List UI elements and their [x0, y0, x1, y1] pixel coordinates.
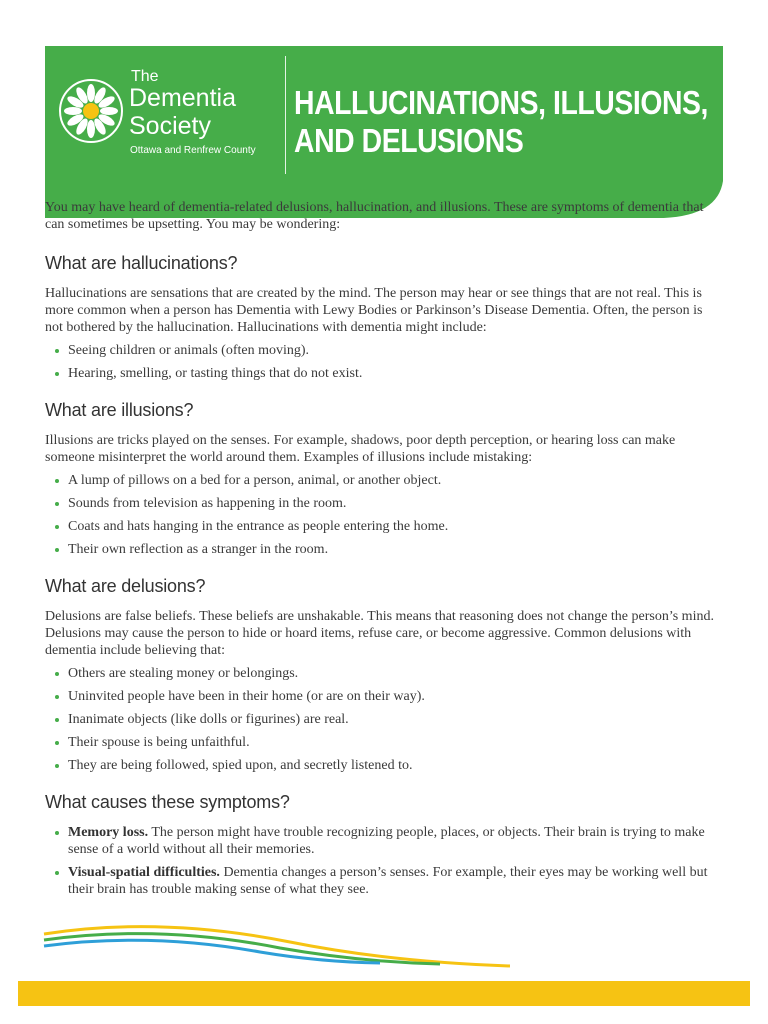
section-hallucinations [45, 253, 717, 382]
section-heading: What causes these symptoms? [45, 792, 290, 812]
list-item [45, 711, 717, 728]
bullet-icon [55, 672, 59, 676]
section-delusions [45, 576, 717, 774]
footer-bar [18, 981, 750, 1006]
list-item-text: Their spouse is being unfaithful. [68, 735, 250, 750]
section-causes [45, 792, 717, 898]
list-item-text: Inanimate objects (like dolls or figurines) are real. [68, 712, 349, 727]
bullet-icon [55, 718, 59, 722]
title-line2: AND DELUSIONS [294, 122, 524, 159]
list-item [45, 688, 717, 705]
title-line1: HALLUCINATIONS, ILLUSIONS, [294, 84, 708, 121]
bullet-icon [55, 372, 59, 376]
cause-text: Dementia changes a person’s senses. For example, their eyes may be working well but their brain has trouble making sense of what they see. [68, 865, 708, 897]
list-item-text: Coats and hats hanging in the entrance as people entering the home. [68, 519, 449, 534]
bullet-icon [55, 548, 59, 552]
bullet-icon [55, 349, 59, 353]
list-item [45, 734, 717, 751]
list-item-text: A lump of pillows on a bed for a person, animal, or another object. [68, 473, 442, 488]
bullet-icon [55, 871, 59, 875]
bullet-icon [55, 764, 59, 768]
section-text: Illusions are tricks played on the senses. For example, shadows, poor depth perception, or hearing loss can make someone misinterpret the world around them. Examples of illusions include mistaking: [45, 433, 676, 465]
section-heading: What are illusions? [45, 400, 194, 420]
list-item [45, 824, 717, 858]
bullet-list [45, 342, 717, 382]
bullet-icon [55, 525, 59, 529]
section-heading: What are hallucinations? [45, 253, 238, 273]
bullet-list [45, 824, 717, 898]
list-item-text: Sounds from television as happening in the room. [68, 496, 347, 511]
cause-title: Memory loss. [68, 825, 149, 840]
bullet-icon [55, 741, 59, 745]
section-heading: What are delusions? [45, 576, 206, 596]
list-item-text: Hearing, smelling, or tasting things that do not exist. [68, 366, 363, 381]
cause-title: Visual-spatial difficulties. [68, 865, 220, 880]
list-item-text: They are being followed, spied upon, and secretly listened to. [68, 758, 413, 773]
page-title [294, 84, 708, 160]
cause-text: The person might have trouble recognizing people, places, or objects. Their brain is trying to make sense of a world without all their memories. [68, 825, 705, 857]
decorative-swoosh [40, 916, 510, 972]
bullet-icon [55, 479, 59, 483]
list-item [45, 518, 717, 535]
logo-subtitle: Ottawa and Renfrew County [130, 145, 256, 156]
section-illusions [45, 400, 717, 558]
bullet-list [45, 665, 717, 774]
list-item [45, 864, 717, 898]
list-item-text: Others are stealing money or belongings. [68, 666, 299, 681]
bullet-icon [55, 831, 59, 835]
list-item-text: Seeing children or animals (often moving). [68, 343, 310, 358]
bullet-list [45, 472, 717, 558]
logo-the: The [131, 68, 159, 85]
header-divider [285, 56, 286, 174]
list-item [45, 472, 717, 489]
logo-name-line1: Dementia [129, 84, 236, 112]
list-item [45, 665, 717, 682]
logo-name-line2: Society [129, 112, 211, 140]
list-item [45, 757, 717, 774]
list-item [45, 365, 717, 382]
section-text: Delusions are false beliefs. These beliefs are unshakable. This means that reasoning does not change the person’s mind. Delusions may cause the person to hide or hoard items, refuse care, or become aggressive. Common delusions with dementia include believing that: [45, 609, 714, 658]
main-content [45, 199, 717, 916]
logo-name [129, 84, 279, 140]
bullet-icon [55, 502, 59, 506]
list-item-text: Uninvited people have been in their home (or are on their way). [68, 689, 425, 704]
bullet-icon [55, 695, 59, 699]
section-text: Hallucinations are sensations that are created by the mind. The person may hear or see things that are not real. This is more common when a person has Dementia with Lewy Bodies or Parkinson’s Disease Dementia. Often, the person is not bothered by the hallucination. Hallucinations with dementia might include: [45, 286, 703, 335]
list-item [45, 541, 717, 558]
list-item [45, 342, 717, 359]
daisy-flower-icon [58, 78, 124, 144]
list-item-text: Their own reflection as a stranger in the room. [68, 542, 329, 557]
intro-paragraph: You may have heard of dementia-related delusions, hallucination, and illusions. These are symptoms of dementia that can sometimes be upsetting. You may be wondering: [45, 200, 704, 232]
list-item [45, 495, 717, 512]
